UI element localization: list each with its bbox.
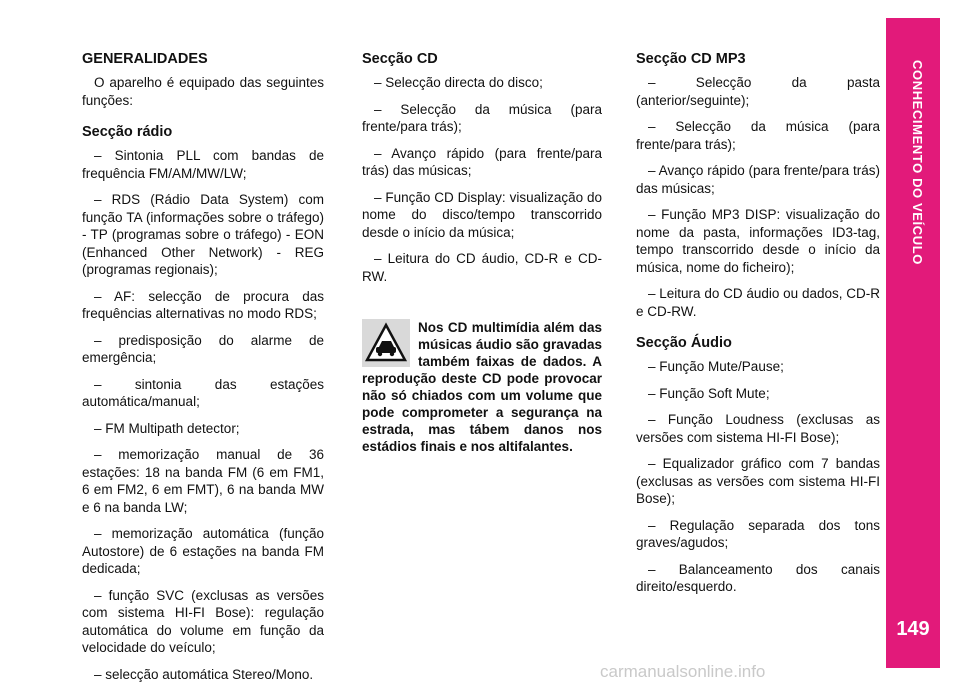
column-mp3-audio (636, 50, 880, 605)
list-item: – Selecção da música (para frente/para trás); (362, 101, 602, 134)
list-item: – Sintonia PLL com bandas de frequência FM/AM/MW/LW; (82, 148, 324, 181)
intro-text: O aparelho é equipado das seguintes funções: (82, 75, 324, 108)
list-item: – função SVC (exclusas as versões com sistema HI-FI Bose): regulação automática do volume em função da velocidade do veículo; (82, 587, 324, 655)
watermark: carmanualsonline.info (600, 662, 766, 681)
column-general-radio (82, 50, 324, 692)
list-item: – Função Soft Mute; (648, 385, 770, 401)
list-item: – Leitura do CD áudio, CD-R e CD-RW. (362, 251, 602, 284)
list-item: – RDS (Rádio Data System) com função TA (informações sobre o tráfego) - TP (programas sobre o tráfego) - EON (Enhanced Other Network) - REG (programas regionais); (82, 192, 324, 277)
list-item: – Regulação separada dos tons graves/agudos; (636, 517, 880, 550)
list-item: – Função MP3 DISP: visualização do nome da pasta, informações ID3-tag, tempo transcorrido desde o início da música, nome do ficheiro); (636, 207, 880, 275)
column-cd-section (362, 50, 602, 294)
list-item: – predisposição do alarme de emergência; (82, 332, 324, 365)
list-item: – memorização manual de 36 estações: 18 na banda FM (6 em FM1, 6 em FM2, 6 em FMT), 6 na banda MW e 6 na banda LW; (82, 447, 324, 515)
warning-box (362, 319, 602, 455)
list-item: – Função Loudness (exclusas as versões com sistema HI-FI Bose); (636, 412, 880, 445)
chapter-title-text: CONHECIMENTO DO VEÍCULO (910, 60, 925, 265)
list-item: – sintonia das estações automática/manual; (82, 376, 324, 409)
car-warning-icon (362, 319, 410, 367)
list-item: – Equalizador gráfico com 7 bandas (exclusas as versões com sistema HI-FI Bose); (636, 456, 880, 506)
list-item: – Função Mute/Pause; (648, 359, 784, 374)
list-item: – Função CD Display: visualização do nome do disco/tempo transcorrido desde o início da música; (362, 189, 602, 240)
heading-generalidades: GENERALIDADES (82, 51, 208, 67)
warning-text: Nos CD multimídia além das músicas áudio são gravadas também faixas de dados. A reprodução deste CD pode provocar não só chiados com um volume que pode comprometer a segurança na estrada, mas tábem danos nos estádios finais e nos altifalantes. (362, 320, 602, 454)
list-item: – Selecção da música (para frente/para trás); (636, 119, 880, 152)
list-item: – AF: selecção de procura das frequências alternativas no modo RDS; (82, 288, 324, 321)
list-item: – Avanço rápido (para frente/para trás) das músicas; (636, 163, 880, 196)
page-number: 149 (896, 618, 930, 640)
list-item: – Selecção directa do disco; (374, 75, 543, 90)
heading-audio-section: Secção Áudio (636, 335, 732, 351)
list-item: – Selecção da pasta (anterior/seguinte); (636, 75, 880, 108)
chapter-title (886, 60, 940, 300)
list-item: – Avanço rápido (para frente/para trás) das músicas; (362, 145, 602, 178)
list-item: – memorização automática (função Autostore) de 6 estações na banda FM dedicada; (82, 526, 324, 576)
list-item: – Leitura do CD áudio ou dados, CD-R e CD-RW. (636, 286, 880, 319)
heading-radio-section: Secção rádio (82, 124, 173, 140)
heading-cd-mp3-section: Secção CD MP3 (636, 51, 746, 67)
list-item: – FM Multipath detector; (94, 420, 240, 436)
heading-cd-section: Secção CD (362, 51, 438, 67)
list-item: – selecção automática Stereo/Mono. (94, 666, 314, 682)
list-item: – Balanceamento dos canais direito/esquerdo. (636, 561, 880, 594)
